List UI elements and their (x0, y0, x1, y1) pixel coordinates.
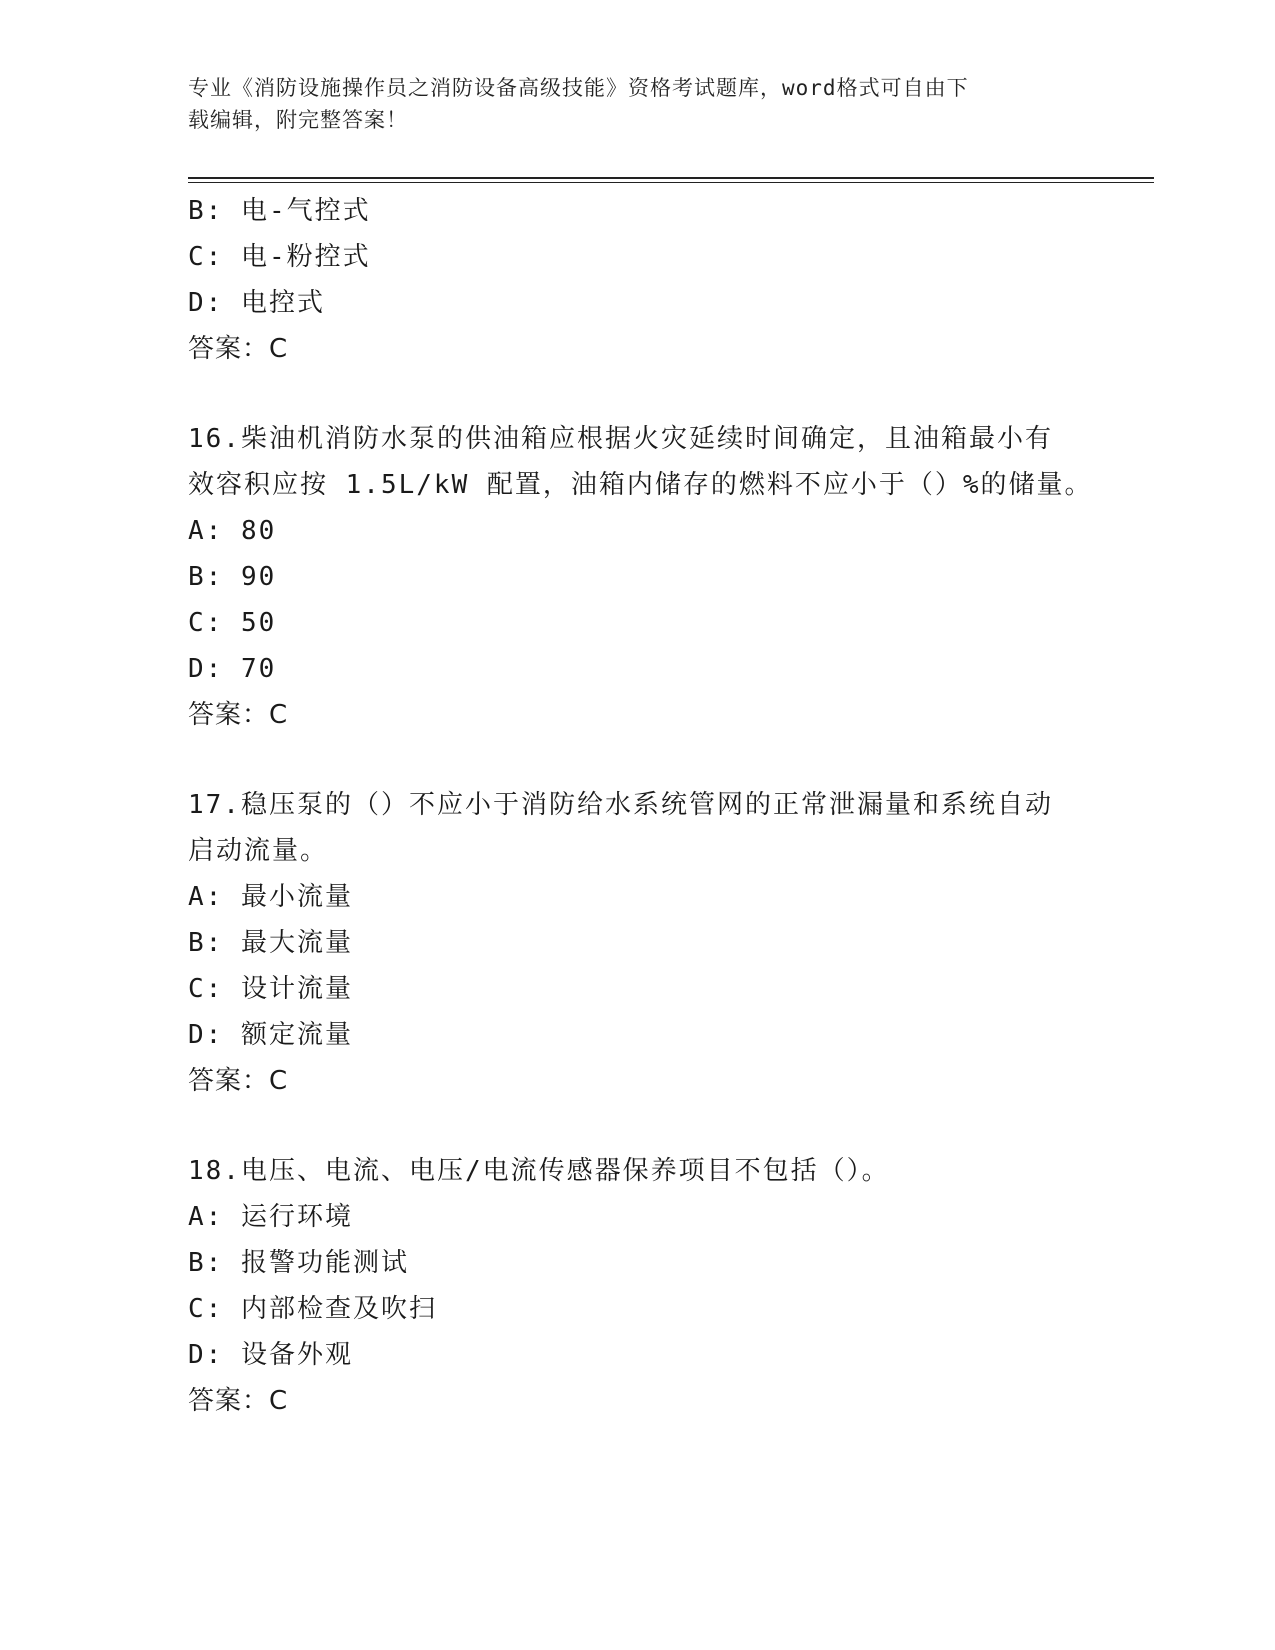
answer-line: 答案：C (188, 700, 289, 730)
question-stem-line-2: 效容积应按 1.5L/kW 配置，油箱内储存的燃料不应小于（）%的储量。 (188, 470, 1093, 500)
question-stem-line-1: 16.柴油机消防水泵的供油箱应根据火灾延续时间确定，且油箱最小有 (188, 424, 1053, 454)
question-17 (188, 782, 1088, 1104)
question-list (188, 188, 1093, 1424)
option-a: A: 运行环境 (188, 1202, 353, 1232)
option-b: B: 90 (188, 562, 277, 592)
question-18 (188, 1148, 1088, 1424)
option-d: D: 设备外观 (188, 1340, 353, 1370)
header-rule-thick (188, 177, 1154, 179)
option-d: D: 电控式 (188, 288, 325, 318)
question-stem-line-2: 启动流量。 (188, 836, 329, 866)
question-stem-line-1: 17.稳压泵的（）不应小于消防给水系统管网的正常泄漏量和系统自动 (188, 790, 1053, 820)
option-c: C: 电-粉控式 (188, 242, 371, 272)
question-16 (188, 416, 1093, 738)
answer-line: 答案：C (188, 334, 289, 364)
header-rule-thin (188, 182, 1154, 183)
spacer (188, 1104, 1088, 1148)
option-a: A: 最小流量 (188, 882, 353, 912)
option-c: C: 50 (188, 608, 277, 638)
question-stem-line-1: 18.电压、电流、电压/电流传感器保养项目不包括（）。 (188, 1156, 890, 1186)
option-d: D: 额定流量 (188, 1020, 353, 1050)
option-d: D: 70 (188, 654, 277, 684)
option-a: A: 80 (188, 516, 277, 546)
header-line-1: 专业《消防设施操作员之消防设备高级技能》资格考试题库，word格式可自由下 (188, 76, 969, 100)
option-b: B: 最大流量 (188, 928, 353, 958)
option-c: C: 内部检查及吹扫 (188, 1294, 437, 1324)
spacer (188, 738, 1088, 782)
option-b: B: 电-气控式 (188, 196, 371, 226)
header-line-2: 载编辑，附完整答案！ (188, 108, 408, 132)
answer-line: 答案：C (188, 1066, 289, 1096)
option-c: C: 设计流量 (188, 974, 353, 1004)
question-15 (188, 188, 1088, 372)
option-b: B: 报警功能测试 (188, 1248, 409, 1278)
answer-line: 答案：C (188, 1386, 289, 1416)
page-header (188, 72, 1068, 136)
spacer (188, 372, 1088, 416)
